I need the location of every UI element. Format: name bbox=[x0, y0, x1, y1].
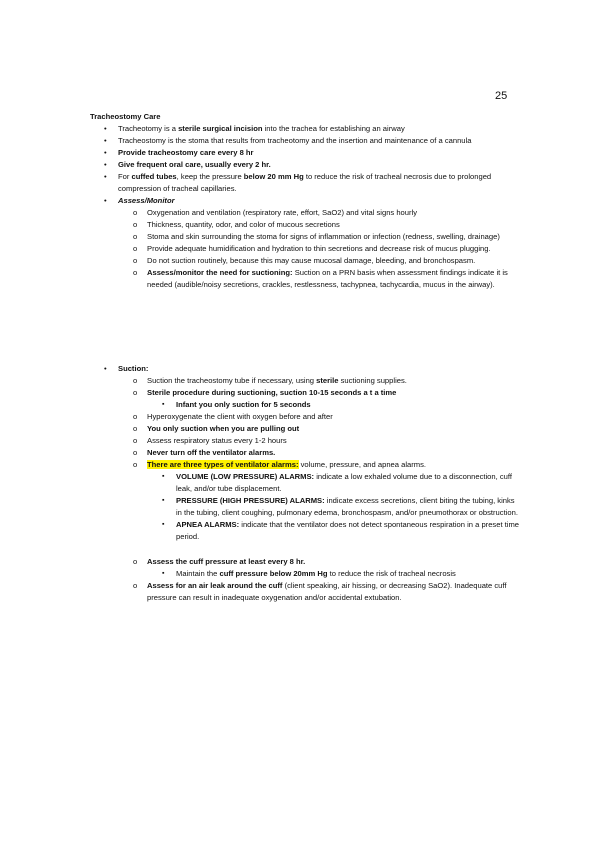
list-item: o Stoma and skin surrounding the stoma for signs of inflammation or infection (redness, swelling, drainage) bbox=[90, 231, 520, 243]
list-item: o Provide adequate humidification and hydration to thin secretions and decrease risk of mucus plugging. bbox=[90, 243, 520, 255]
list-item: o Assess respiratory status every 1-2 hours bbox=[90, 435, 520, 447]
list-item: o Thickness, quantity, odor, and color of mucous secretions bbox=[90, 219, 520, 231]
list-item: o Assess for an air leak around the cuff (client speaking, air hissing, or decreasing SaO2). Inadequate cuff pressure can result in inadequate oxygenation and/or accidental extubation. bbox=[90, 580, 520, 604]
suction-section bbox=[90, 363, 520, 543]
document-body bbox=[90, 111, 520, 604]
list-item: • Tracheostomy is the stoma that results from tracheotomy and the insertion and maintenance of a cannula bbox=[90, 135, 520, 147]
suction-sub-list bbox=[90, 399, 520, 411]
alarms-list bbox=[90, 471, 520, 543]
list-item: o Never turn off the ventilator alarms. bbox=[90, 447, 520, 459]
list-item: o Hyperoxygenate the client with oxygen before and after bbox=[90, 411, 520, 423]
list-item: o Suction the tracheostomy tube if necessary, using sterile suctioning supplies. bbox=[90, 375, 520, 387]
suction-list bbox=[90, 375, 520, 543]
section-title: Tracheostomy Care bbox=[90, 112, 161, 121]
list-item: ▪ PRESSURE (HIGH PRESSURE) ALARMS: indicate excess secretions, client biting the tubing, kinks in the tubing, client coughing, pulmonary edema, bronchospasm, and/or pneumothorax or obstruction. bbox=[90, 495, 520, 519]
list-item: • For cuffed tubes, keep the pressure below 20 mm Hg to reduce the risk of tracheal necrosis due to prolonged compression of tracheal capillaries. bbox=[90, 171, 520, 195]
list-item: ▪ Infant you only suction for 5 seconds bbox=[90, 399, 520, 411]
cuff-sub-list bbox=[90, 568, 520, 580]
list-item: o Oxygenation and ventilation (respiratory rate, effort, SaO2) and vital signs hourly bbox=[90, 207, 520, 219]
list-item: • Tracheotomy is a sterile surgical incision into the trachea for establishing an airway bbox=[90, 123, 520, 135]
list-item: ▪ APNEA ALARMS: indicate that the ventilator does not detect spontaneous respiration in a preset time period. bbox=[90, 519, 520, 543]
list-item: • Suction: o Suction the tracheostomy tube if necessary, using sterile suctioning supplies. o Sterile procedure during suctioning, suction 10-15 seconds a t a time ▪ Infant you only suction for 5 seconds o Hyperoxygenate the client with oxygen before and after o You only suction when you are pulling out o Assess respiratory status every 1-2 hours o Never turn off the ventilator alarms. o There are three types of ventilator alarms: volume, pressure, and apnea alarms. ▪ VOLUME (LOW PRESSURE) ALARMS: indicate a low exhaled volume due to a disconnection, cuff leak, and/or tube displacement. ▪ PRESSURE (HIGH PRESSURE) ALARMS: indicate excess secretions, client biting the tubing, kinks in the tubing, client coughing, pulmonary edema, bronchospasm, and/or pneumothorax or obstruction. ▪ APNEA ALARMS: indicate that the ventilator does not detect spontaneous respiration in a preset time period. bbox=[90, 363, 520, 543]
cuff-list bbox=[90, 556, 520, 604]
page-number: 25 bbox=[495, 90, 508, 102]
list-item: ▪ Maintain the cuff pressure below 20mm Hg to reduce the risk of tracheal necrosis bbox=[90, 568, 520, 580]
list-item: o Sterile procedure during suctioning, suction 10-15 seconds a t a time ▪ Infant you only suction for 5 seconds bbox=[90, 387, 520, 411]
list-item: o Do not suction routinely, because this may cause mucosal damage, bleeding, and bronchospasm. bbox=[90, 255, 520, 267]
list-item: o There are three types of ventilator alarms: volume, pressure, and apnea alarms. ▪ VOLUME (LOW PRESSURE) ALARMS: indicate a low exhaled volume due to a disconnection, cuff leak, and/or tube displacement. ▪ PRESSURE (HIGH PRESSURE) ALARMS: indicate excess secretions, client biting the tubing, kinks in the tubing, client coughing, pulmonary edema, bronchospasm, and/or pneumothorax or obstruction. ▪ APNEA ALARMS: indicate that the ventilator does not detect spontaneous respiration in a preset time period. bbox=[90, 459, 520, 543]
list-item: o You only suction when you are pulling out bbox=[90, 423, 520, 435]
intro-list bbox=[90, 123, 520, 291]
list-item: o Assess/monitor the need for suctioning: Suction on a PRN basis when assessment findings indicate it is needed (audible/noisy secretions, crackles, restlessness, tachypnea, tachycardia, mucus in the airway). bbox=[90, 267, 520, 291]
list-item: • Give frequent oral care, usually every 2 hr. bbox=[90, 159, 520, 171]
list-item: ▪ VOLUME (LOW PRESSURE) ALARMS: indicate a low exhaled volume due to a disconnection, cuff leak, and/or tube displacement. bbox=[90, 471, 520, 495]
highlighted-text: There are three types of ventilator alarms: bbox=[147, 460, 299, 469]
list-item: • Assess/Monitor o Oxygenation and ventilation (respiratory rate, effort, SaO2) and vital signs hourly o Thickness, quantity, odor, and color of mucous secretions o Stoma and skin surrounding the stoma for signs of inflammation or infection (redness, swelling, drainage) o Provide adequate humidification and hydration to thin secretions and decrease risk of mucus plugging. o Do not suction routinely, because this may cause mucosal damage, bleeding, and bronchospasm. o Assess/monitor the need for suctioning: Suction on a PRN basis when assessment findings indicate it is needed (audible/noisy secretions, crackles, restlessness, tachypnea, tachycardia, mucus in the airway). bbox=[90, 195, 520, 291]
assess-list bbox=[90, 207, 520, 291]
list-item: • Provide tracheostomy care every 8 hr bbox=[90, 147, 520, 159]
list-item: o Assess the cuff pressure at least every 8 hr. ▪ Maintain the cuff pressure below 20mm Hg to reduce the risk of tracheal necrosis bbox=[90, 556, 520, 580]
